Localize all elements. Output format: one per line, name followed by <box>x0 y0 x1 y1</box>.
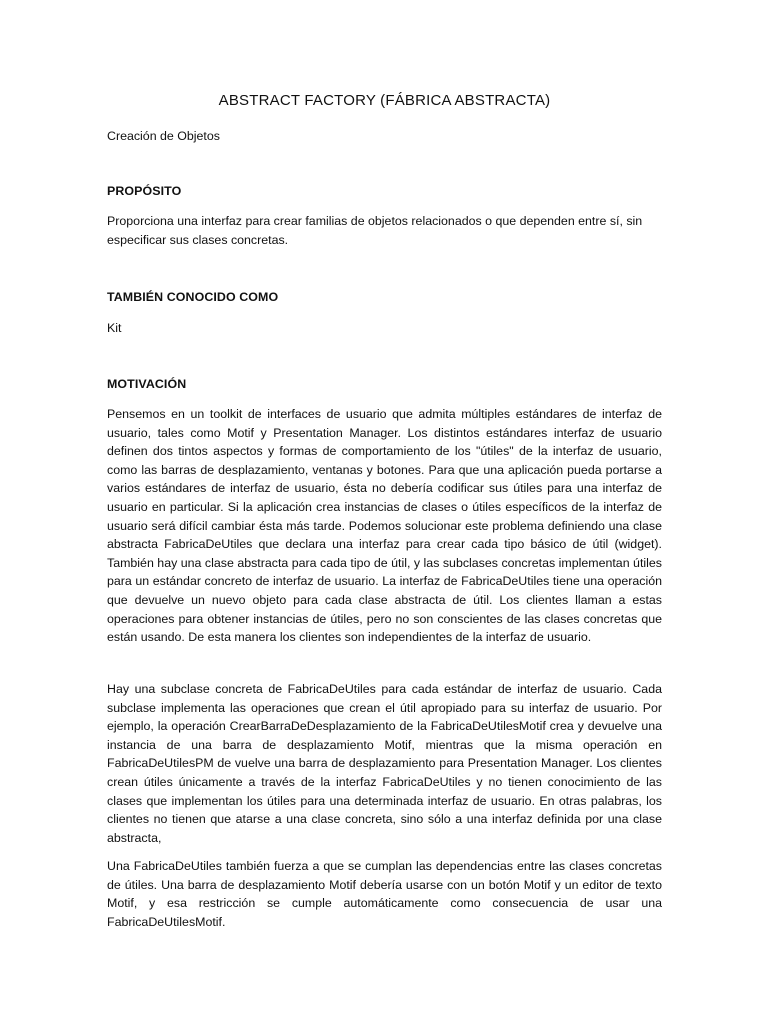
purpose-text: Proporciona una interfaz para crear familias de objetos relacionados o que dependen entre sí, sin especificar sus clases concretas. <box>107 214 643 247</box>
document-title: ABSTRACT FACTORY (FÁBRICA ABSTRACTA) <box>218 92 551 109</box>
motivation-paragraph-1: Pensemos en un toolkit de interfaces de usuario que admita múltiples estándares de interfaz de usuario, tales como Motif y Presentation Manager. Los distintos estándares interfaz de usuario definen dos tintos aspectos y formas de comportamiento de los "útiles" de la interfaz de usuario, como las barras de desplazamiento, ventanas y botones. Para que una aplicación pueda portarse a varios estándares de interfaz de usuario, ésta no debería codificar sus útiles para una interfaz de usuario en particular. Si la aplicación crea instancias de clases o útiles específicos de la interfaz de usuario será difícil cambiar ésta más tarde. Podemos solucionar este problema definiendo una clase abstracta FabricaDeUtiles que declara una interfaz para crear cada tipo básico de útil (widget). También hay una clase abstracta para cada tipo de útil, y las subclases concretas implementan útiles para un estándar concreto de interfaz de usuario. La interfaz de FabricaDeUtiles tiene una operación que devuelve un nuevo objeto para cada clase abstracta de útil. Los clientes llaman a estas operaciones para obtener instancias de útiles, pero no son conscientes de las clases concretas que están usando. De esta manera los clientes son independientes de la interfaz de usuario. <box>107 407 662 645</box>
category-label: Creación de Objetos <box>107 129 220 143</box>
aka-text: Kit <box>107 321 122 335</box>
aka-heading: TAMBIÉN CONOCIDO COMO <box>107 290 279 304</box>
purpose-heading: PROPÓSITO <box>107 184 182 198</box>
motivation-paragraph-2: Hay una subclase concreta de FabricaDeUtiles para cada estándar de interfaz de usuario. Cada subclase implementa las operaciones que crean el útil apropiado para su interfaz de usuario. Por ejemplo, la operación CrearBarraDeDesplazamiento de la FabricaDeUtilesMotif crea y devuelve una instancia de una barra de desplazamiento Motif, mientras que la misma operación en FabricaDeUtilesPM de vuelve una barra de desplazamiento para Presentation Manager. Los clientes crean útiles únicamente a través de la interfaz FabricaDeUtiles y no tienen conocimiento de las clases que implementan los útiles para una determinada interfaz de usuario. En otras palabras, los clientes no tienen que atarse a una clase concreta, sino sólo a una interfaz definida por una clase abstracta, <box>107 682 662 845</box>
motivation-paragraph-3: Una FabricaDeUtiles también fuerza a que se cumplan las dependencias entre las clases concretas de útiles. Una barra de desplazamiento Motif debería usarse con un botón Motif y un editor de texto Motif, y esa restricción se cumple automáticamente como consecuencia de usar una FabricaDeUtilesMotif. <box>107 859 662 929</box>
motivation-heading: MOTIVACIÓN <box>107 377 187 391</box>
